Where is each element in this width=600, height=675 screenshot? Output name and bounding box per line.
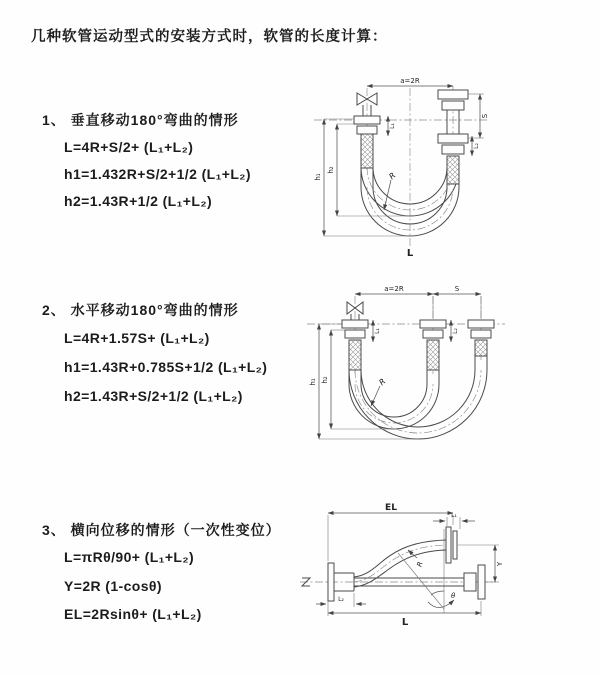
dim-label-theta: θ [451, 592, 456, 600]
hose-s-curve [354, 540, 446, 587]
diagram-lateral-displacement [298, 503, 593, 635]
dimension-el [328, 503, 453, 561]
dim-label-r: R [377, 376, 388, 388]
hose-arcs [349, 356, 487, 439]
section-1-formula-h1: h1=1.432R+S/2+1/2 (L₁+L₂) [64, 166, 251, 182]
dimension-l2 [472, 136, 480, 156]
dim-label-l: L [406, 248, 414, 259]
dimension-s [468, 94, 489, 138]
section-2-heading: 2、 水平移动180°弯曲的情形 [42, 302, 239, 318]
dim-label-l2: L₂ [452, 328, 459, 334]
right-flange [468, 320, 494, 356]
page-title: 几种软管运动型式的安装方式时，软管的长度计算： [31, 29, 388, 45]
dim-label-l1: L₁ [374, 328, 381, 334]
dimension-l2 [451, 320, 459, 342]
left-flange [354, 116, 380, 168]
straight-pipe-original [354, 565, 485, 599]
dim-label-r: R [387, 170, 398, 182]
dim-label-el: EL [385, 503, 397, 513]
diagram-vertical-movement-180-bend [310, 72, 590, 264]
dim-label-l2: L₂ [473, 143, 480, 149]
section-3-formula-EL: EL=2Rsinθ+ (L₁+L₂) [64, 606, 202, 622]
radius-leader [371, 377, 387, 406]
dimension-l [328, 601, 481, 628]
section-1-formula-L: L=4R+S/2+ (L₁+L₂) [64, 139, 194, 155]
dim-label-l1: L₁ [389, 123, 396, 129]
dim-label-h2: h₂ [321, 376, 329, 384]
dim-label-l1: L₁ [451, 512, 457, 519]
diagram-horizontal-movement-180-bend [303, 282, 593, 454]
dimension-l2 [316, 593, 366, 607]
dim-label-s: S [454, 285, 460, 293]
dim-label-h1: h₁ [314, 173, 322, 181]
right-flange [438, 90, 468, 184]
section-3-formula-Y: Y=2R (1-cosθ) [64, 578, 162, 594]
dimension-l1 [388, 116, 396, 136]
middle-flange [420, 320, 446, 370]
dimension-a2r [355, 285, 433, 294]
dim-label-h2: h₂ [327, 166, 335, 174]
section-2-formula-L: L=4R+1.57S+ (L₁+L₂) [64, 330, 210, 346]
displaced-flange [446, 527, 457, 563]
dimension-l1 [433, 512, 475, 529]
dim-label-a2r: a=2R [400, 77, 420, 85]
dimension-s [433, 285, 481, 318]
section-3-formula-L: L=πRθ/90+ (L₁+L₂) [64, 549, 195, 565]
dimension-l1 [373, 320, 381, 342]
section-2-formula-h2: h2=1.43R+S/2+1/2 (L₁+L₂) [64, 388, 243, 404]
dim-label-r: R [415, 560, 425, 568]
left-flange [342, 320, 368, 370]
section-1-formula-h2: h2=1.43R+1/2 (L₁+L₂) [64, 193, 213, 209]
dim-label-y: Y [496, 561, 504, 567]
dim-label-h1: h₁ [309, 378, 317, 386]
dim-label-s: S [481, 113, 489, 119]
radius-leader [384, 171, 397, 210]
dimension-a2r [367, 77, 453, 86]
section-3-heading: 3、 横向位移的情形（一次性变位） [42, 522, 281, 538]
dim-label-a2r: a=2R [384, 285, 404, 293]
dim-label-l: L [401, 617, 409, 628]
section-1-heading: 1、 垂直移动180°弯曲的情形 [42, 112, 239, 128]
section-2-formula-h1: h1=1.43R+0.785S+1/2 (L₁+L₂) [64, 359, 268, 375]
dim-label-l2: L₂ [338, 596, 344, 603]
